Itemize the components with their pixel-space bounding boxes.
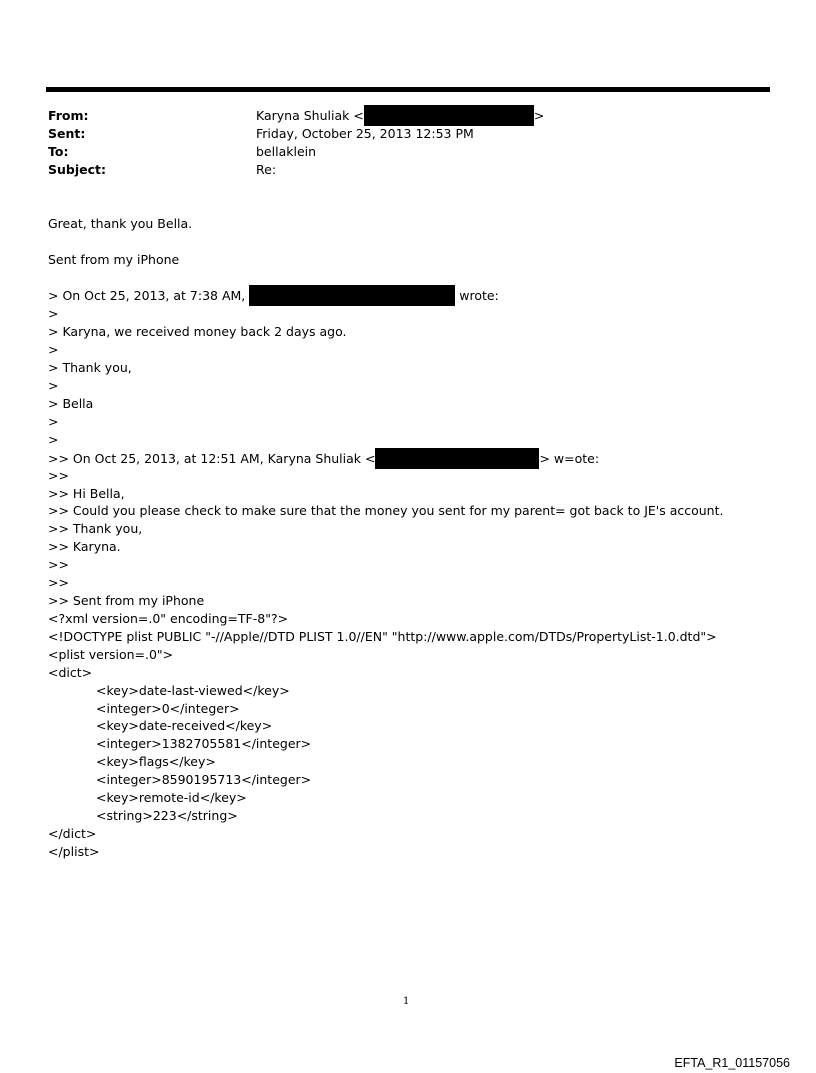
from-label: From: <box>48 108 89 123</box>
redaction-box <box>364 105 534 126</box>
quote-line: >> Karyna. <box>48 539 121 554</box>
quote-line: > Thank you, <box>48 360 132 375</box>
quote-line: >> <box>48 575 69 590</box>
plist-entry: <integer>8590195713</integer> <box>96 772 312 787</box>
plist-xml-declaration: <?xml version=.0" encoding=TF-8"?> <box>48 611 289 626</box>
quote-line: > <box>48 342 59 357</box>
quote-line: >> <box>48 557 69 572</box>
page-number: 1 <box>403 996 410 1007</box>
plist-entry: <integer>0</integer> <box>96 701 240 716</box>
redaction-box <box>375 448 539 469</box>
sent-value: Friday, October 25, 2013 12:53 PM <box>256 126 474 141</box>
from-name: Karyna Shuliak < <box>256 108 364 123</box>
from-tail: > <box>533 108 545 123</box>
to-label: To: <box>48 144 69 159</box>
quote1-intro-start: > On Oct 25, 2013, at 7:38 AM, <box>48 288 246 303</box>
greeting-line: Great, thank you Bella. <box>48 216 193 231</box>
plist-entry: <key>date-received</key> <box>96 718 273 733</box>
subject-label: Subject: <box>48 162 106 177</box>
quote-line: > Bella <box>48 396 94 411</box>
redaction-box <box>249 285 455 306</box>
subject-value: Re: <box>256 162 277 177</box>
quote-line: >> <box>48 468 69 483</box>
quote-line: > <box>48 378 59 393</box>
dict-close-tag: </dict> <box>48 826 97 841</box>
plist-entry: <key>remote-id</key> <box>96 790 247 805</box>
quote-line: > <box>48 432 59 447</box>
quote1-intro-end: wrote: <box>459 288 499 303</box>
quote1-intro <box>48 287 499 305</box>
quote-line: >> Sent from my iPhone <box>48 593 205 608</box>
quote-line: > Karyna, we received money back 2 days ago. <box>48 324 347 339</box>
signature-line: Sent from my iPhone <box>48 252 180 267</box>
quote-line: >> Could you please check to make sure that the money you sent for my parent= got back to JE's account. <box>48 503 724 518</box>
quote-line: >> Hi Bella, <box>48 486 125 501</box>
bates-number: EFTA_R1_01157056 <box>674 1056 790 1070</box>
plist-entry: <string>223</string> <box>96 808 238 823</box>
plist-entry: <key>flags</key> <box>96 754 216 769</box>
quote-line: > <box>48 306 59 321</box>
header-rule <box>46 87 770 92</box>
from-value <box>256 107 544 126</box>
plist-entry: <integer>1382705581</integer> <box>96 736 312 751</box>
plist-doctype: <!DOCTYPE plist PUBLIC "-//Apple//DTD PLIST 1.0//EN" "http://www.apple.com/DTDs/PropertyList-1.0.dtd"> <box>48 629 717 644</box>
quote2-intro-start: >> On Oct 25, 2013, at 12:51 AM, Karyna Shuliak < <box>48 451 376 466</box>
quote2-intro <box>48 450 599 468</box>
quote-line: > <box>48 414 59 429</box>
dict-open-tag: <dict> <box>48 665 93 680</box>
quote-line: >> Thank you, <box>48 521 143 536</box>
sent-label: Sent: <box>48 126 86 141</box>
plist-close-tag: </plist> <box>48 844 100 859</box>
plist-entry: <key>date-last-viewed</key> <box>96 683 290 698</box>
quote2-intro-end: > w=ote: <box>539 451 600 466</box>
to-value: bellaklein <box>256 144 317 159</box>
plist-open-tag: <plist version=.0"> <box>48 647 174 662</box>
